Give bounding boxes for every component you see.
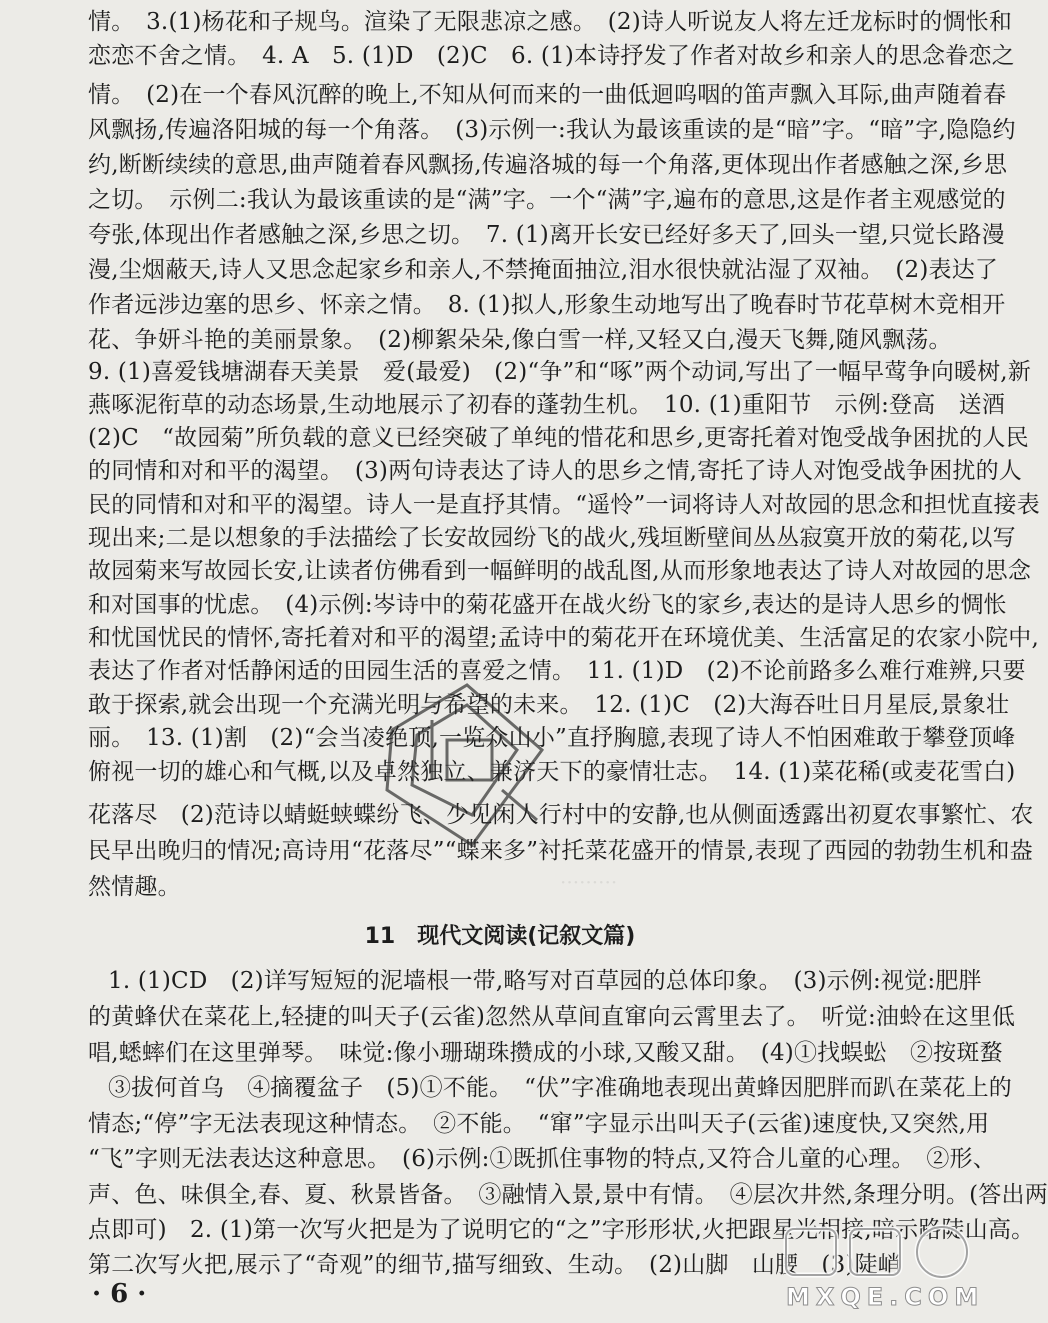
text-line: 声、色、味俱全,春、夏、秋景皆备。 ③融情入景,景中有情。 ④层次井然,条理分明。(答出两 (88, 1182, 1048, 1208)
text-line: (2)C “故园菊”所负载的意义已经突破了单纯的惜花和思乡,更寄托着对饱受战争困扰的人民 (88, 425, 1029, 451)
text-line: 之切。 示例二:我认为最该重读的是“满”字。一个“满”字,遍布的意思,这是作者主观感觉的 (88, 187, 1006, 213)
section-title: 现代文阅读(记叙文篇) (417, 924, 636, 949)
text-line: 敢于探索,就会出现一个充满光明与希望的未来。 12. (1)C (2)大海吞吐日月星辰,景象壮 (88, 692, 1010, 718)
text-line: 情。 (2)在一个春风沉醉的晚上,不知从何而来的一曲低迴呜咽的笛声飘入耳际,曲声随着春 (88, 82, 1007, 108)
svg-text:MXQE.COM: MXQE.COM (786, 1283, 985, 1311)
text-line: 第二次写火把,展示了“奇观”的细节,描写细致、生动。 (2)山脚 山腰 (3)陡峭 (88, 1252, 901, 1278)
text-line: 故园菊来写故园长安,让读者仿佛看到一幅鲜明的战乱图,从而形象地表达了诗人对故园的思念 (88, 558, 1032, 584)
text-line: 燕啄泥衔草的动态场景,生动地展示了初春的蓬勃生机。 10. (1)重阳节 示例:登高 送酒 (88, 392, 1006, 418)
text-line: “飞”字则无法表达这种意思。 (6)示例:①既抓住事物的特点,又符合儿童的心理。 ②形、 (88, 1146, 996, 1172)
text-line: 丽。 13. (1)割 (2)“会当凌绝顶,一览众山小”直抒胸臆,表现了诗人不怕困难敢于攀登顶峰 (88, 725, 1016, 751)
page-number: · 6 · (92, 1279, 147, 1309)
text-line: 1. (1)CD (2)详写短短的泥墙根一带,略写对百草园的总体印象。 (3)示例:视觉:肥胖 (108, 968, 982, 994)
text-line: 花落尽 (2)范诗以蜻蜓蛱蝶纷飞、少见闲人行村中的安静,也从侧面透露出初夏农事繁忙、农 (88, 802, 1034, 828)
text-line: 9. (1)喜爱钱塘湖春天美景 爱(最爱) (2)“争”和“啄”两个动词,写出了一幅早莺争向暖树,新 (88, 359, 1032, 385)
text-line: ③拔何首乌 ④摘覆盆子 (5)①不能。 “伏”字准确地表现出黄蜂因肥胖而趴在菜花上的 (108, 1075, 1012, 1101)
text-line: 唱,蟋蟀们在这里弹琴。 味觉:像小珊瑚珠攒成的小球,又酸又甜。 (4)①找蜈蚣 ②按斑蝥 (88, 1040, 1003, 1066)
section-number: 11 (364, 924, 396, 949)
text-line: 风飘扬,传遍洛阳城的每一个角落。 (3)示例一:我认为最该重读的是“暗”字。“暗”字,隐隐约 (88, 117, 1016, 143)
text-line: 花、争妍斗艳的美丽景象。 (2)柳絮朵朵,像白雪一样,又轻又白,漫天飞舞,随风飘荡。 (88, 327, 952, 353)
text-line: 的同情和对和平的渴望。 (3)两句诗表达了诗人的思乡之情,寄托了诗人对饱受战争困扰的人 (88, 458, 1022, 484)
text-line: 漫,尘烟蔽天,诗人又思念起家乡和亲人,不禁掩面抽泣,泪水很快就沾湿了双袖。 (2)表达了 (88, 257, 999, 283)
text-line: 表达了作者对恬静闲适的田园生活的喜爱之情。 11. (1)D (2)不论前路多么难行难辨,只要 (88, 658, 1026, 684)
text-line: 点即可) 2. (1)第一次写火把是为了说明它的“之”字形形状,火把跟星光相接,暗示路陡山高。 (88, 1217, 1035, 1243)
text-line: 民的同情和对和平的渴望。诗人一是直抒其情。“遥怜”一词将诗人对故园的思念和担忧直接表 (88, 492, 1040, 518)
text-line: 现出来;二是以想象的手法描绘了长安故园纷飞的战火,残垣断壁间丛丛寂寞开放的菊花,以写 (88, 525, 1016, 551)
text-line: 夸张,体现出作者感触之深,乡思之切。 7. (1)离开长安已经好多天了,回头一望,只觉长路漫 (88, 222, 1005, 248)
text-line: 情态;“停”字无法表现这种情态。 ②不能。 “窜”字显示出叫天子(云雀)速度快,又突然,用 (88, 1111, 990, 1137)
text-line: 和忧国忧民的情怀,寄托着对和平的渴望;孟诗中的菊花开在环境优美、生活富足的农家小院中, (88, 625, 1039, 651)
text-line: 作者远涉边塞的思乡、怀亲之情。 8. (1)拟人,形象生动地写出了晚春时节花草树木竞相开 (88, 292, 1006, 318)
text-line: 然情趣。 (88, 874, 181, 900)
text-line: 约,断断续续的意思,曲声随着春风飘扬,传遍洛城的每一个角落,更体现出作者感触之深,乡思 (88, 152, 1008, 178)
text-line: 恋恋不舍之情。 4. A 5. (1)D (2)C 6. (1)本诗抒发了作者对故乡和亲人的思念眷恋之 (88, 43, 1015, 69)
text-line: 俯视一切的雄心和气概,以及卓然独立、兼济天下的豪情壮志。 14. (1)菜花稀(或麦花雪白) (88, 759, 1016, 785)
text-line: 和对国事的忧虑。 (4)示例:岑诗中的菊花盛开在战火纷飞的家乡,表达的是诗人思乡的惆怅 (88, 592, 1007, 618)
text-line: 民早出晚归的情况;高诗用“花落尽”“蝶来多”衬托菜花盛开的情景,表现了西园的勃勃生机和盎 (88, 838, 1033, 864)
section-heading (0, 922, 1000, 952)
text-line: 的黄蜂伏在菜花上,轻捷的叫天子(云雀)忽然从草间直窜向云霄里去了。 听觉:油蛉在这里低 (88, 1004, 1016, 1030)
bleed-through-text: ········· (560, 870, 618, 894)
text-line: 情。 3.(1)杨花和子规鸟。渲染了无限悲凉之感。 (2)诗人听说友人将左迁龙标时的惆怅和 (88, 9, 1013, 35)
